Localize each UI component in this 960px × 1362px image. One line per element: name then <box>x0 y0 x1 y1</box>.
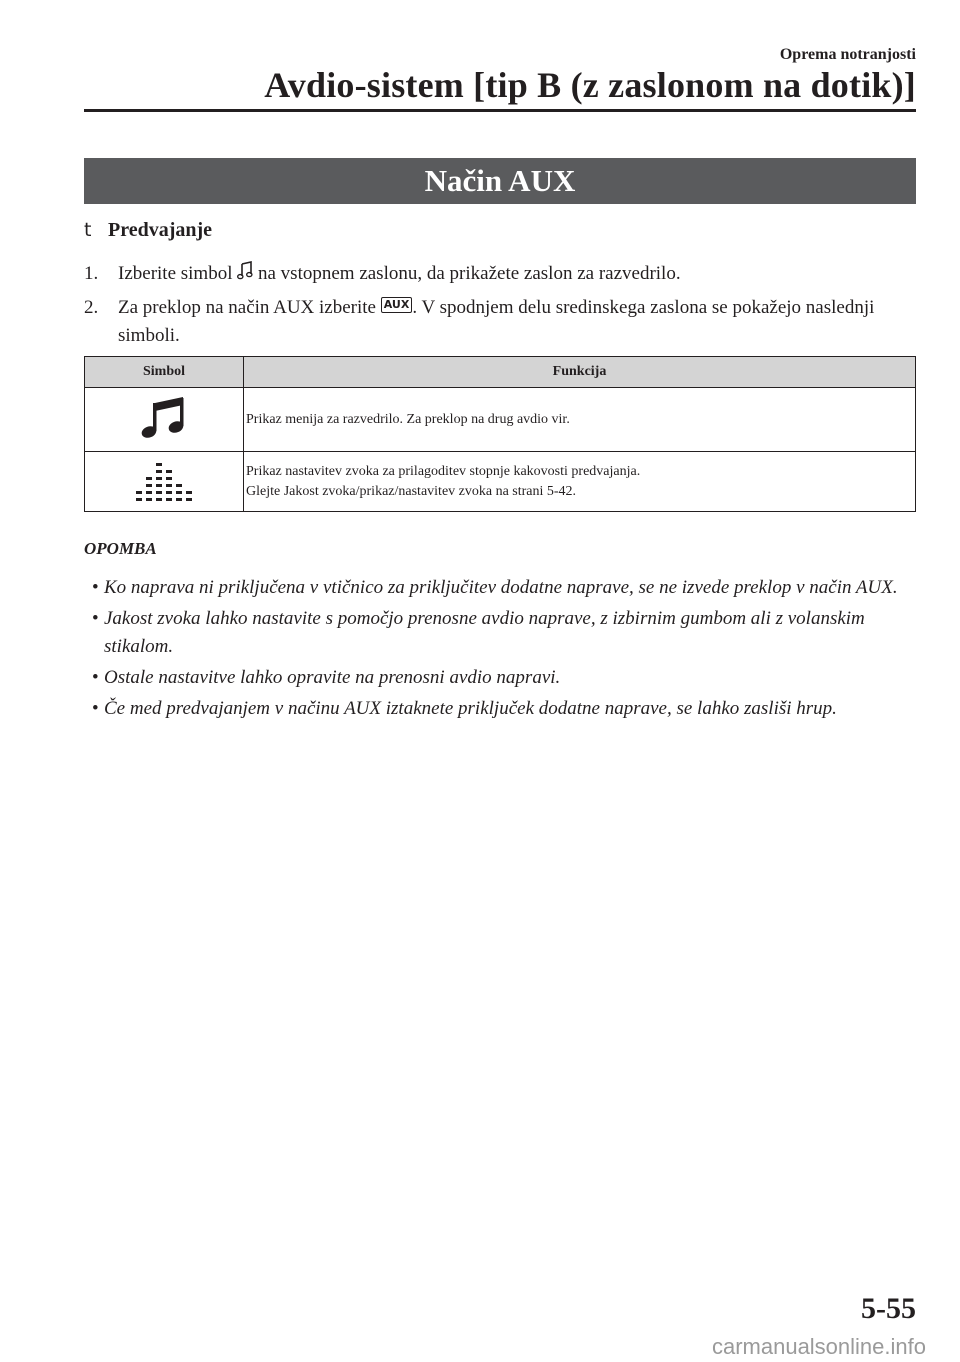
function-text: Glejte Jakost zvoka/prikaz/nastavitev zvoka na strani 5-42. <box>246 483 577 499</box>
step-number: 1. <box>84 263 99 284</box>
page-number: 5-55 <box>861 1292 916 1325</box>
step-number: 2. <box>84 297 99 318</box>
subsection-title: Predvajanje <box>108 219 213 241</box>
watermark: carmanualsonline.info <box>711 1334 926 1359</box>
subsection-marker: t <box>84 219 92 241</box>
function-text: Prikaz menija za razvedrilo. Za preklop na drug avdio vir. <box>246 411 570 427</box>
note-list <box>84 574 916 726</box>
table-row <box>85 388 916 452</box>
music-note-icon <box>237 261 253 290</box>
note-heading: OPOMBA <box>84 539 157 558</box>
note-text: Ostale nastavitve lahko opravite na prenosni avdio napravi. <box>104 667 561 688</box>
step-text-after: . V spodnjem delu sredinskega zaslona se pokažejo naslednji simboli. <box>118 297 875 346</box>
symbol-cell <box>85 452 244 512</box>
running-header-chapter: Oprema notranjosti <box>779 46 916 63</box>
bullet: • <box>92 698 99 719</box>
bullet: • <box>92 667 99 688</box>
note-item <box>84 695 916 723</box>
step-text-after: na vstopnem zaslonu, da prikažete zaslon za razvedrilo. <box>253 263 681 284</box>
header-rule <box>84 109 916 112</box>
symbol-cell <box>85 388 244 452</box>
step-text-before: Izberite simbol <box>118 263 238 284</box>
step-item <box>84 260 916 290</box>
function-cell <box>244 388 916 452</box>
step-item <box>84 294 916 350</box>
note-text: Če med predvajanjem v načinu AUX iztaknete priključek dodatne naprave, se lahko zasliši hrup. <box>104 698 837 719</box>
column-header-symbol: Simbol <box>85 357 244 388</box>
function-cell <box>244 452 916 512</box>
section-title-banner: Način AUX <box>84 158 916 204</box>
table-row <box>85 452 916 512</box>
function-text: Prikaz nastavitev zvoka za prilagoditev stopnje kakovosti predvajanja. <box>246 463 641 479</box>
bullet: • <box>92 608 99 629</box>
bullet: • <box>92 577 99 598</box>
symbol-table <box>84 356 916 512</box>
aux-button-chip: AUX <box>381 297 413 313</box>
step-list <box>84 260 916 354</box>
table-header-row <box>85 357 916 388</box>
equalizer-icon <box>136 490 192 505</box>
note-item <box>84 664 916 692</box>
subsection-heading <box>84 219 212 242</box>
column-header-function: Funkcija <box>244 357 916 388</box>
note-text: Jakost zvoka lahko nastavite s pomočjo prenosne avdio naprave, z izbirnim gumbom ali z volanskim stikalom. <box>104 608 865 657</box>
note-item <box>84 605 916 661</box>
note-item <box>84 574 916 602</box>
step-text-before: Za preklop na način AUX izberite <box>118 297 381 318</box>
music-note-icon <box>140 430 188 445</box>
note-text: Ko naprava ni priključena v vtičnico za priključitev dodatne naprave, se ne izvede preklop v način AUX. <box>104 577 898 598</box>
running-header-title: Avdio-sistem [tip B (z zaslonom na dotik)] <box>264 65 916 105</box>
